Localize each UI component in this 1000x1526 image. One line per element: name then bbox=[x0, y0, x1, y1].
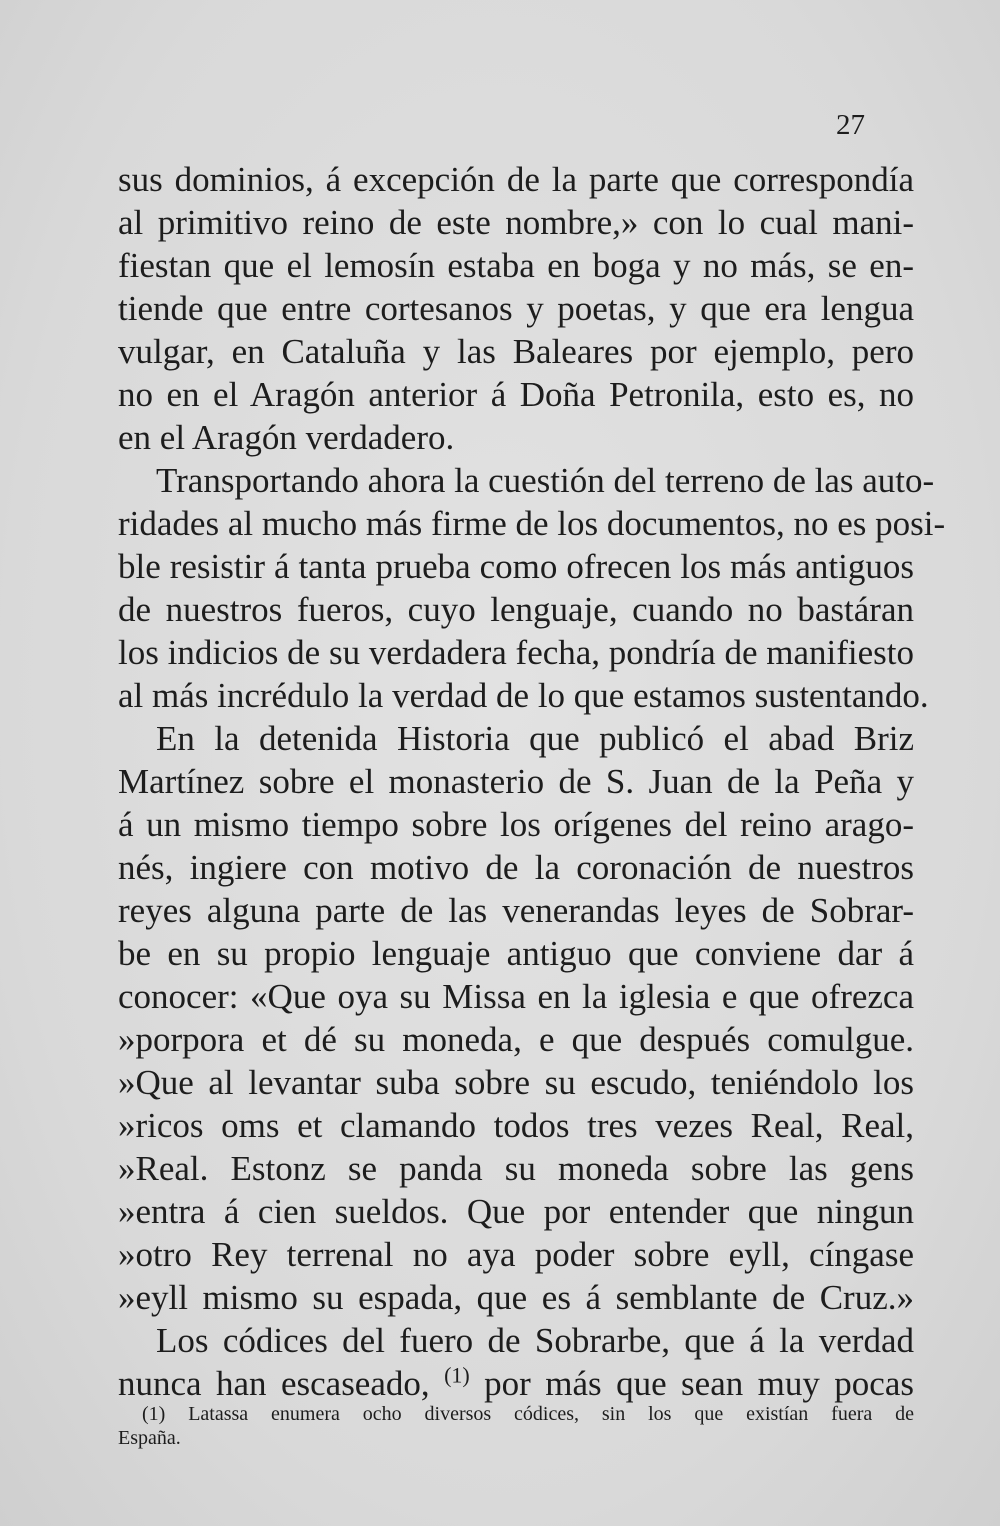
text-line: al primitivo reino de este nombre,» con lo cual mani- bbox=[118, 203, 914, 242]
text-line: »ricos oms et clamando todos tres vezes Real, Real, bbox=[118, 1106, 914, 1145]
text-line: no en el Aragón anterior á Doña Petronila, esto es, no bbox=[118, 375, 914, 414]
text-line: Los códices del fuero de Sobrarbe, que á la verdad bbox=[156, 1321, 914, 1360]
text-line: »Real. Estonz se panda su moneda sobre las gens bbox=[118, 1149, 914, 1188]
footnote-line: España. bbox=[118, 1427, 181, 1449]
text-line: be en su propio lenguaje antiguo que conviene dar á bbox=[118, 934, 914, 973]
text-fragment: nunca han escaseado, bbox=[118, 1364, 430, 1403]
text-line: reyes alguna parte de las venerandas leyes de Sobrar- bbox=[118, 891, 914, 930]
text-line: sus dominios, á excepción de la parte que correspondía bbox=[118, 160, 914, 199]
text-line: Transportando ahora la cuestión del terreno de las auto- bbox=[156, 461, 935, 500]
text-line: conocer: «Que oya su Missa en la iglesia e que ofrezca bbox=[118, 977, 914, 1016]
text-fragment: por más que sean muy pocas bbox=[484, 1364, 914, 1403]
text-line: »eyll mismo su espada, que es á semblante de Cruz.» bbox=[118, 1278, 914, 1317]
page-number: 27 bbox=[836, 109, 865, 141]
footnote-reference: (1) bbox=[444, 1362, 470, 1388]
text-line: Martínez sobre el monasterio de S. Juan de la Peña y bbox=[118, 762, 914, 801]
text-line: de nuestros fueros, cuyo lenguaje, cuando no bastáran bbox=[118, 590, 914, 629]
text-line: ridades al mucho más firme de los documentos, no es posi- bbox=[118, 504, 946, 543]
text-line: »otro Rey terrenal no aya poder sobre eyll, cíngase bbox=[118, 1235, 914, 1274]
text-line: »porpora et dé su moneda, e que después comulgue. bbox=[118, 1020, 914, 1059]
footnote-line: (1) Latassa enumera ocho diversos códices, sin los que existían fuera de bbox=[142, 1403, 914, 1425]
body-text bbox=[118, 158, 946, 1405]
text-line: nés, ingiere con motivo de la coronación de nuestros bbox=[118, 848, 914, 887]
text-line: »entra á cien sueldos. Que por entender que ningun bbox=[118, 1192, 914, 1231]
text-line: »Que al levantar suba sobre su escudo, teniéndolo los bbox=[118, 1063, 914, 1102]
text-line: al más incrédulo la verdad de lo que estamos sustentando. bbox=[118, 676, 929, 715]
footnote bbox=[118, 1402, 914, 1450]
text-line: los indicios de su verdadera fecha, pondría de manifiesto bbox=[118, 633, 914, 672]
text-line: En la detenida Historia que publicó el abad Briz bbox=[156, 719, 914, 758]
text-line: vulgar, en Cataluña y las Baleares por ejemplo, pero bbox=[118, 332, 914, 371]
text-line: fiestan que el lemosín estaba en boga y no más, se en- bbox=[118, 246, 914, 285]
text-line: á un mismo tiempo sobre los orígenes del reino arago- bbox=[118, 805, 914, 844]
text-line: ble resistir á tanta prueba como ofrecen los más antiguos bbox=[118, 547, 914, 586]
text-line-with-note bbox=[118, 1362, 914, 1405]
text-line: tiende que entre cortesanos y poetas, y que era lengua bbox=[118, 289, 914, 328]
text-line: en el Aragón verdadero. bbox=[118, 418, 455, 457]
